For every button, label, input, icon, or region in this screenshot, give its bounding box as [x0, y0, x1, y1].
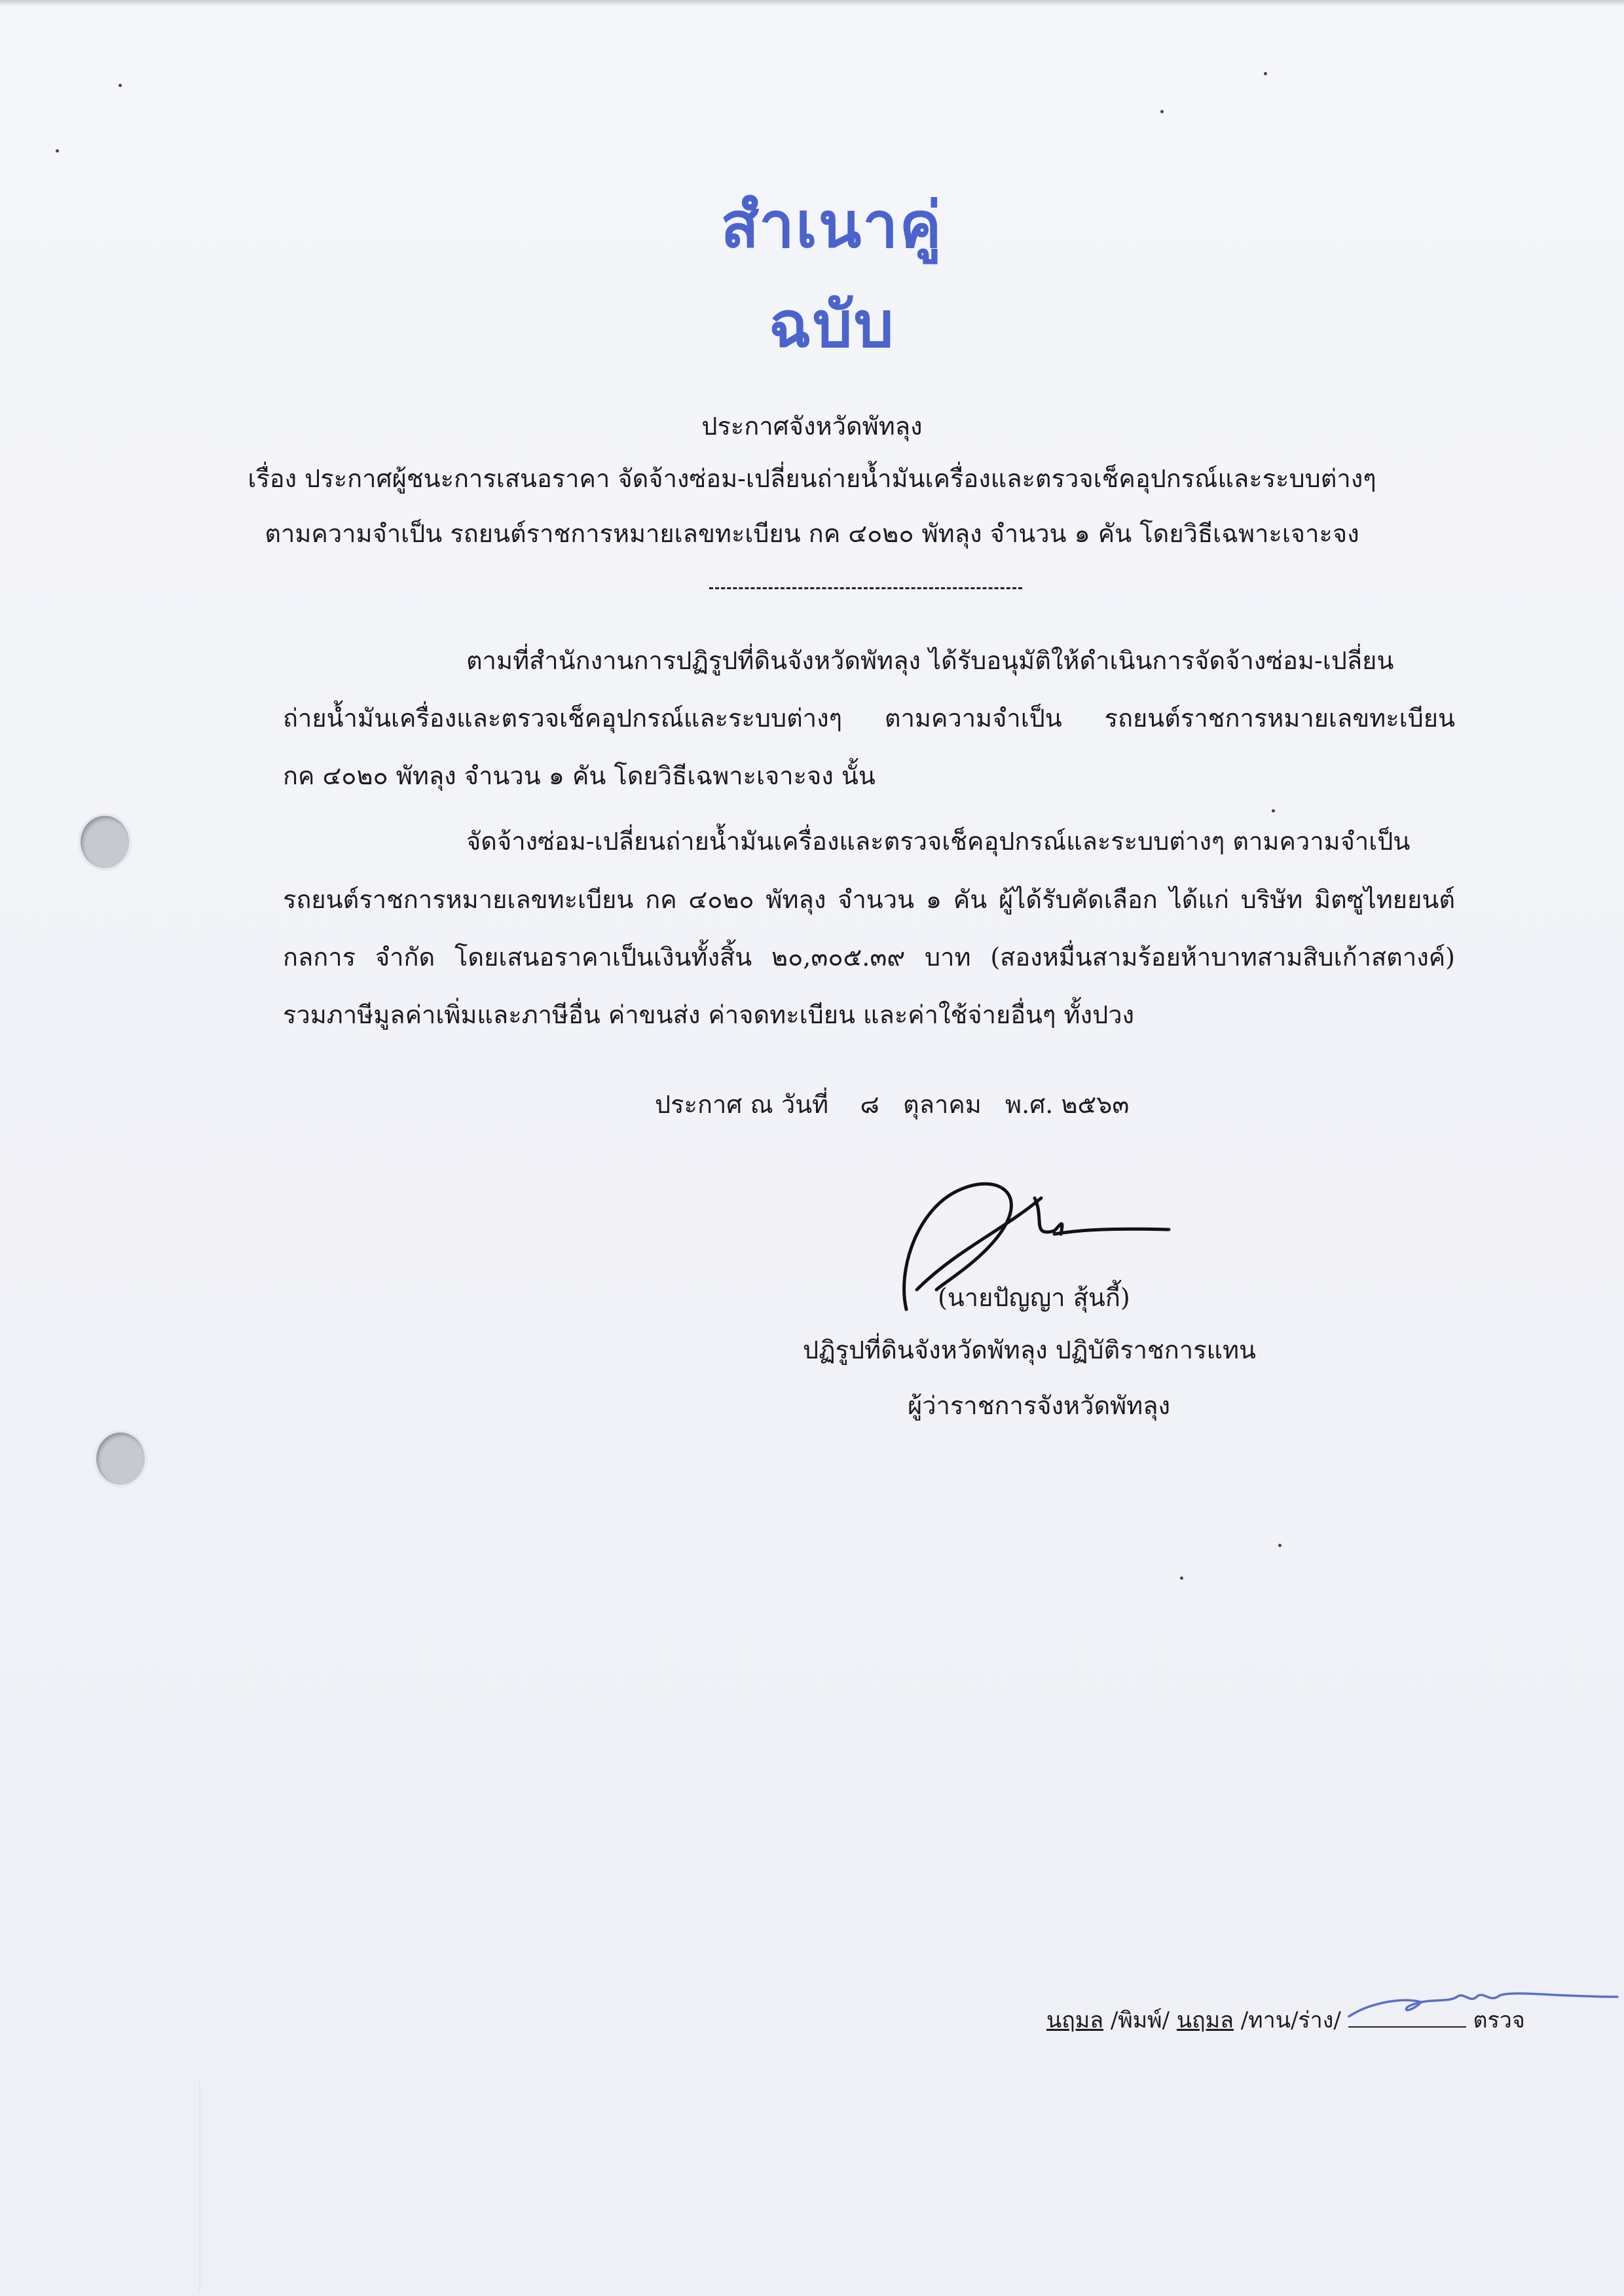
punch-hole-bottom — [96, 1432, 145, 1485]
typed-by: นฤมล — [1046, 2007, 1104, 2033]
announcement-date: ประกาศ ณ วันที่ ๘ ตุลาคม พ.ศ. ๒๕๖๓ — [655, 1090, 1130, 1119]
paragraph-2-line-3: กลการ จำกัด โดยเสนอราคาเป็นเงินทั้งสิ้น ๒๐,๓๐๕.๓๙ บาท (สองหมื่นสามร้อยห้าบาทสามสิบเก้าสตางค์) — [283, 943, 1455, 972]
paragraph-2-line-1: จัดจ้างซ่อม-เปลี่ยนถ่ายน้ำมันเครื่องและตรวจเช็คอุปกรณ์และระบบต่างๆ ตามความจำเป็น — [466, 827, 1411, 856]
paragraph-2-line-2: รถยนต์ราชการหมายเลขทะเบียน กค ๔๐๒๐ พัทลุง จำนวน ๑ คัน ผู้ได้รับคัดเลือก ได้แก่ บริษัท มิตซูไทยยนต์ — [283, 885, 1455, 914]
paragraph-1-line-2: ถ่ายน้ำมันเครื่องและตรวจเช็คอุปกรณ์และระบบต่างๆ ตามความจำเป็น รถยนต์ราชการหมายเลขทะเบียน — [283, 704, 1455, 733]
header-divider — [709, 587, 1022, 589]
scan-speck — [56, 149, 59, 153]
scan-speck — [1264, 72, 1267, 75]
copy-stamp: สำเนาคู่ฉบับ — [720, 189, 943, 361]
subject-line-1: เรื่อง ประกาศผู้ชนะการเสนอราคา จัดจ้างซ่อม-เปลี่ยนถ่ายน้ำมันเครื่องและตรวจเช็คอุปกรณ์และระบบต่างๆ — [248, 464, 1376, 493]
typed-label: /พิมพ์/ — [1110, 2007, 1170, 2033]
scan-speck — [119, 84, 122, 87]
subject-line-2: ตามความจำเป็น รถยนต์ราชการหมายเลขทะเบียน กค ๔๐๒๐ พัทลุง จำนวน ๑ คัน โดยวิธีเฉพาะเจาะจง — [265, 519, 1359, 548]
drafted-by: นฤมล — [1176, 2007, 1234, 2033]
scan-speck — [1272, 809, 1275, 812]
checked-label: ตรวจ — [1473, 2007, 1525, 2033]
paragraph-1-line-1: ตามที่สำนักงานการปฏิรูปที่ดินจังหวัดพัทลุง ได้รับอนุมัติให้ดำเนินการจัดจ้างซ่อม-เปลี่ยน — [466, 646, 1394, 675]
agency-title: ประกาศจังหวัดพัทลุง — [701, 412, 923, 441]
paragraph-1-line-3: กค ๔๐๒๐ พัทลุง จำนวน ๑ คัน โดยวิธีเฉพาะเจาะจง นั้น — [283, 761, 876, 790]
paragraph-2-line-4: รวมภาษีมูลค่าเพิ่มและภาษีอื่น ค่าขนส่ง ค่าจดทะเบียน และค่าใช้จ่ายอื่นๆ ทั้งปวง — [283, 1000, 1135, 1029]
scan-speck — [1278, 1544, 1282, 1547]
scan-speck — [1160, 110, 1164, 113]
signatory-name: (นายปัญญา สุ้นกี้) — [938, 1283, 1130, 1312]
scan-speck — [1180, 1576, 1183, 1580]
initials-scribble — [1342, 1977, 1624, 2030]
scan-artifact-line — [199, 2082, 200, 2291]
punch-hole-top — [81, 816, 129, 868]
drafted-label: /ทาน/ร่าง/ — [1240, 2007, 1341, 2033]
signatory-position-1: ปฏิรูปที่ดินจังหวัดพัทลุง ปฏิบัติราชการแทน — [803, 1336, 1257, 1364]
signatory-position-2: ผู้ว่าราชการจังหวัดพัทลุง — [908, 1391, 1171, 1420]
scan-edge — [0, 0, 1624, 7]
